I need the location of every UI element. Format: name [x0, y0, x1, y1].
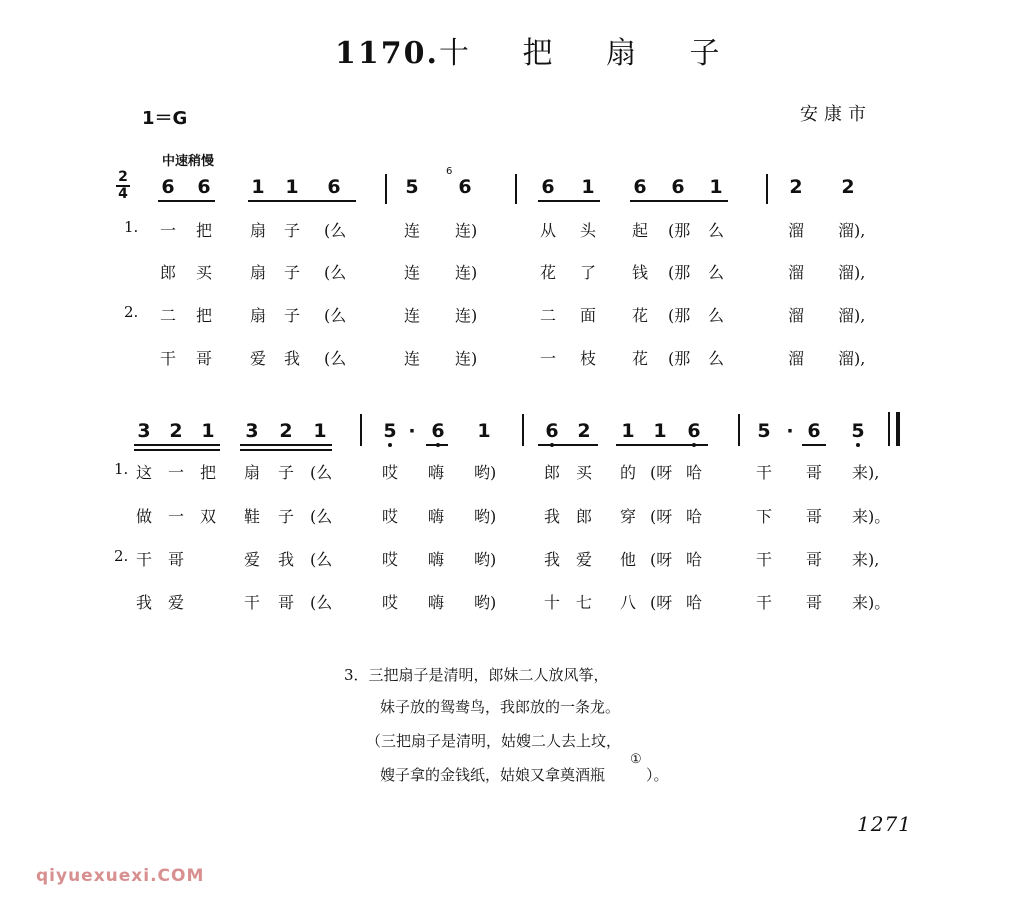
lyric-char: 子	[283, 221, 300, 240]
lyric-char: 哎	[381, 507, 398, 526]
bar-line	[515, 174, 517, 204]
lyric-char: (么	[310, 550, 333, 569]
eighth-beam	[538, 200, 600, 202]
eighth-beam	[158, 200, 215, 202]
note-digit: 6	[545, 420, 559, 442]
lyric-char: 把	[195, 221, 212, 240]
lyric-char: 从	[539, 221, 556, 240]
bar-line	[766, 174, 768, 204]
lyric-char: 哈	[685, 463, 702, 482]
lyric-char: 一	[159, 221, 176, 240]
octave-dot	[856, 443, 860, 447]
lyric-char: 嗨	[427, 550, 444, 569]
final-bar-thin	[888, 412, 890, 446]
lyric-char: 哎	[381, 550, 398, 569]
lyric-char: 哈	[685, 550, 702, 569]
lyric-char: 把	[195, 306, 212, 325]
lyric-char: 哎	[381, 463, 398, 482]
note	[779, 420, 801, 447]
lyric-char: 连)	[455, 263, 478, 282]
lyric-char: 二	[539, 306, 556, 325]
lyric-char: 十	[543, 593, 560, 612]
lyric-char: 买	[195, 263, 212, 282]
note	[649, 420, 671, 447]
lyric-char: (么	[310, 593, 333, 612]
note-digit: 5	[757, 420, 771, 442]
lyric-char: 哥	[805, 593, 822, 612]
lyric-char: 来)。	[852, 593, 891, 612]
lyric-char: (呀	[650, 507, 673, 526]
lyric-char: 哥	[167, 550, 184, 569]
note	[617, 420, 639, 447]
lyric-char: 溜),	[838, 306, 866, 325]
note-digit: 1	[477, 420, 491, 442]
lyric-char: 花	[631, 349, 648, 368]
lyric-char: (么	[324, 306, 347, 325]
dotted-beam	[802, 444, 826, 446]
verse3-line-4: 嫂子拿的金钱纸，姑娘又拿奠酒瓶	[380, 766, 606, 784]
lyric-char: 连)	[455, 221, 478, 240]
lyric-char: 干	[755, 550, 772, 569]
lyric-char: 连)	[455, 349, 478, 368]
lyric-char: 郎	[159, 263, 176, 282]
lyric-char: 的	[619, 463, 636, 482]
note-digit: 1	[201, 420, 215, 442]
lyric-char: 我	[135, 593, 152, 612]
note	[401, 420, 423, 447]
lyric-char: 来)。	[852, 507, 891, 526]
site-watermark: qiyuexuexi.COM	[36, 866, 205, 886]
lyric-char: (么	[310, 463, 333, 482]
sixteenth-beam	[240, 449, 332, 451]
verse-label: 2.	[114, 547, 129, 565]
lyric-char: 哟)	[474, 507, 497, 526]
lyric-char: 哥	[805, 550, 822, 569]
lyric-char: 花	[539, 263, 556, 282]
lyric-char: (呀	[650, 550, 673, 569]
note-digit: 1	[313, 420, 327, 442]
lyric-char: 哈	[685, 507, 702, 526]
key-signature: 1＝G	[142, 108, 188, 129]
lyric-char: 连)	[455, 306, 478, 325]
note: 1	[581, 176, 595, 198]
lyric-char: 溜	[787, 263, 804, 282]
note	[275, 420, 297, 447]
lyric-char: (呀	[650, 593, 673, 612]
lyric-char: 哟)	[474, 593, 497, 612]
note: 5	[405, 176, 419, 198]
note-digit: 2	[169, 420, 183, 442]
note-digit: 3	[245, 420, 259, 442]
lyric-char: (那	[668, 263, 691, 282]
dotted-beam	[426, 444, 448, 446]
lyric-char: 嗨	[427, 593, 444, 612]
note	[803, 420, 825, 447]
lyric-char: 爱	[243, 550, 260, 569]
tempo-marking: 中速稍慢	[162, 154, 215, 169]
note: 6	[161, 176, 175, 198]
lyric-char: 我	[283, 349, 300, 368]
lyric-char: 扇	[243, 463, 260, 482]
time-signature: 2 4	[116, 170, 130, 202]
lyric-char: 扇	[249, 221, 266, 240]
note	[197, 420, 219, 447]
lyric-char: 干	[159, 349, 176, 368]
lyric-char: 八	[619, 593, 636, 612]
bar-line	[522, 414, 524, 446]
verse3-line-4-end: ）。	[646, 766, 669, 784]
lyric-char: 头	[579, 221, 596, 240]
note: 1	[709, 176, 723, 198]
lyric-char: 哥	[805, 463, 822, 482]
note: 2	[789, 176, 803, 198]
lyric-char: 嗨	[427, 507, 444, 526]
lyric-char: 溜),	[838, 263, 866, 282]
note-digit: 1	[621, 420, 635, 442]
final-bar-thick	[896, 412, 900, 446]
lyric-char: 一	[167, 463, 184, 482]
note: 6	[671, 176, 685, 198]
lyric-char: 下	[755, 507, 772, 526]
note: 1	[251, 176, 265, 198]
bar-line	[360, 414, 362, 446]
note	[753, 420, 775, 447]
lyric-char: 连	[403, 263, 420, 282]
lyric-char: 子	[277, 463, 294, 482]
lyric-char: 干	[755, 463, 772, 482]
lyric-char: 枝	[579, 349, 596, 368]
note: 2	[841, 176, 855, 198]
lyric-char: 溜	[787, 306, 804, 325]
verse-label: 1.	[114, 460, 129, 478]
note-digit: 5	[383, 420, 397, 442]
verse3-line-1: 3．三把扇子是清明，郎妹二人放风筝，	[344, 666, 609, 684]
lyric-char: (那	[668, 221, 691, 240]
lyric-char: 爱	[575, 550, 592, 569]
lyric-char: 哥	[277, 593, 294, 612]
note	[309, 420, 331, 447]
lyric-char: 哥	[195, 349, 212, 368]
note	[133, 420, 155, 447]
lyric-char: 他	[619, 550, 636, 569]
lyric-char: 连	[403, 306, 420, 325]
eighth-beam	[248, 200, 356, 202]
lyric-char: 来),	[852, 550, 880, 569]
lyric-char: 干	[755, 593, 772, 612]
lyric-char: 七	[575, 593, 592, 612]
lyric-char: 一	[539, 349, 556, 368]
lyric-char: 一	[167, 507, 184, 526]
lyric-char: 来),	[852, 463, 880, 482]
note-digit: 2	[577, 420, 591, 442]
lyric-char: 连	[403, 349, 420, 368]
lyric-char: 了	[579, 263, 596, 282]
lyric-char: 溜	[787, 349, 804, 368]
note: 6	[197, 176, 211, 198]
lyric-char: 鞋	[243, 507, 260, 526]
bar-line	[738, 414, 740, 446]
note-digit: 6	[807, 420, 821, 442]
note	[427, 420, 449, 447]
note	[165, 420, 187, 447]
lyric-char: 我	[277, 550, 294, 569]
lyric-char: (么	[324, 263, 347, 282]
song-title: 1170.十 把 扇 子	[335, 36, 742, 71]
lyric-char: 扇	[249, 263, 266, 282]
lyric-char: 么	[707, 221, 724, 240]
lyric-char: 子	[283, 306, 300, 325]
note	[573, 420, 595, 447]
note-digit: 5	[851, 420, 865, 442]
bar-line	[385, 174, 387, 204]
lyric-char: 干	[243, 593, 260, 612]
lyric-char: 双	[199, 507, 216, 526]
lyric-char: 么	[707, 306, 724, 325]
verse3-line-3: （三把扇子是清明，姑嫂二人去上坟，	[366, 732, 622, 750]
lyric-char: 溜),	[838, 349, 866, 368]
verse3-line-2: 妹子放的鸳鸯鸟，我郎放的一条龙。	[380, 698, 621, 716]
eighth-beam	[616, 444, 708, 446]
lyric-char: 郎	[543, 463, 560, 482]
lyric-char: 子	[283, 263, 300, 282]
note-digit: 1	[653, 420, 667, 442]
page-number: 1271	[857, 812, 912, 836]
lyric-char: (么	[310, 507, 333, 526]
note-digit: 2	[279, 420, 293, 442]
lyric-char: 哎	[381, 593, 398, 612]
lyric-char: (么	[324, 221, 347, 240]
note-digit: 6	[687, 420, 701, 442]
note-digit: 3	[137, 420, 151, 442]
eighth-beam	[538, 444, 598, 446]
note	[847, 420, 869, 447]
lyric-char: 面	[579, 306, 596, 325]
eighth-beam	[240, 444, 332, 446]
note	[541, 420, 563, 447]
lyric-char: 穿	[619, 507, 636, 526]
note: 6	[541, 176, 555, 198]
lyric-char: 二	[159, 306, 176, 325]
lyric-char: 连	[403, 221, 420, 240]
sixteenth-beam	[134, 449, 220, 451]
note	[473, 420, 495, 447]
lyric-char: 子	[277, 507, 294, 526]
octave-dot	[388, 443, 392, 447]
grace-note: 6	[446, 166, 453, 177]
lyric-char: (呀	[650, 463, 673, 482]
note-digit: ·	[408, 420, 416, 442]
lyric-char: 溜	[787, 221, 804, 240]
lyric-char: 郎	[575, 507, 592, 526]
lyric-char: 么	[707, 349, 724, 368]
lyric-char: 哟)	[474, 550, 497, 569]
footnote-mark: ①	[630, 752, 642, 767]
lyric-char: 干	[135, 550, 152, 569]
lyric-char: 嗨	[427, 463, 444, 482]
verse-label: 2.	[124, 303, 139, 321]
note: 6	[327, 176, 341, 198]
lyric-char: 起	[631, 221, 648, 240]
source-region: 安康市	[800, 104, 872, 125]
note: 6	[633, 176, 647, 198]
lyric-char: 买	[575, 463, 592, 482]
lyric-char: 把	[199, 463, 216, 482]
lyric-char: 么	[707, 263, 724, 282]
note	[241, 420, 263, 447]
lyric-char: 爱	[249, 349, 266, 368]
lyric-char: 做	[135, 507, 152, 526]
lyric-char: 溜),	[838, 221, 866, 240]
eighth-beam	[630, 200, 728, 202]
verse-label: 1.	[124, 218, 139, 236]
lyric-char: 哥	[805, 507, 822, 526]
lyric-char: (么	[324, 349, 347, 368]
lyric-char: 钱	[631, 263, 648, 282]
eighth-beam	[134, 444, 220, 446]
lyric-char: 我	[543, 507, 560, 526]
lyric-char: (那	[668, 306, 691, 325]
lyric-char: 哈	[685, 593, 702, 612]
lyric-char: 哟)	[474, 463, 497, 482]
lyric-char: 扇	[249, 306, 266, 325]
lyric-char: 花	[631, 306, 648, 325]
note	[379, 420, 401, 447]
note: 6	[458, 176, 472, 198]
lyric-char: 这	[135, 463, 152, 482]
lyric-char: (那	[668, 349, 691, 368]
lyric-char: 我	[543, 550, 560, 569]
note	[683, 420, 705, 447]
note-digit: ·	[786, 420, 794, 442]
note: 1	[285, 176, 299, 198]
lyric-char: 爱	[167, 593, 184, 612]
note-digit: 6	[431, 420, 445, 442]
